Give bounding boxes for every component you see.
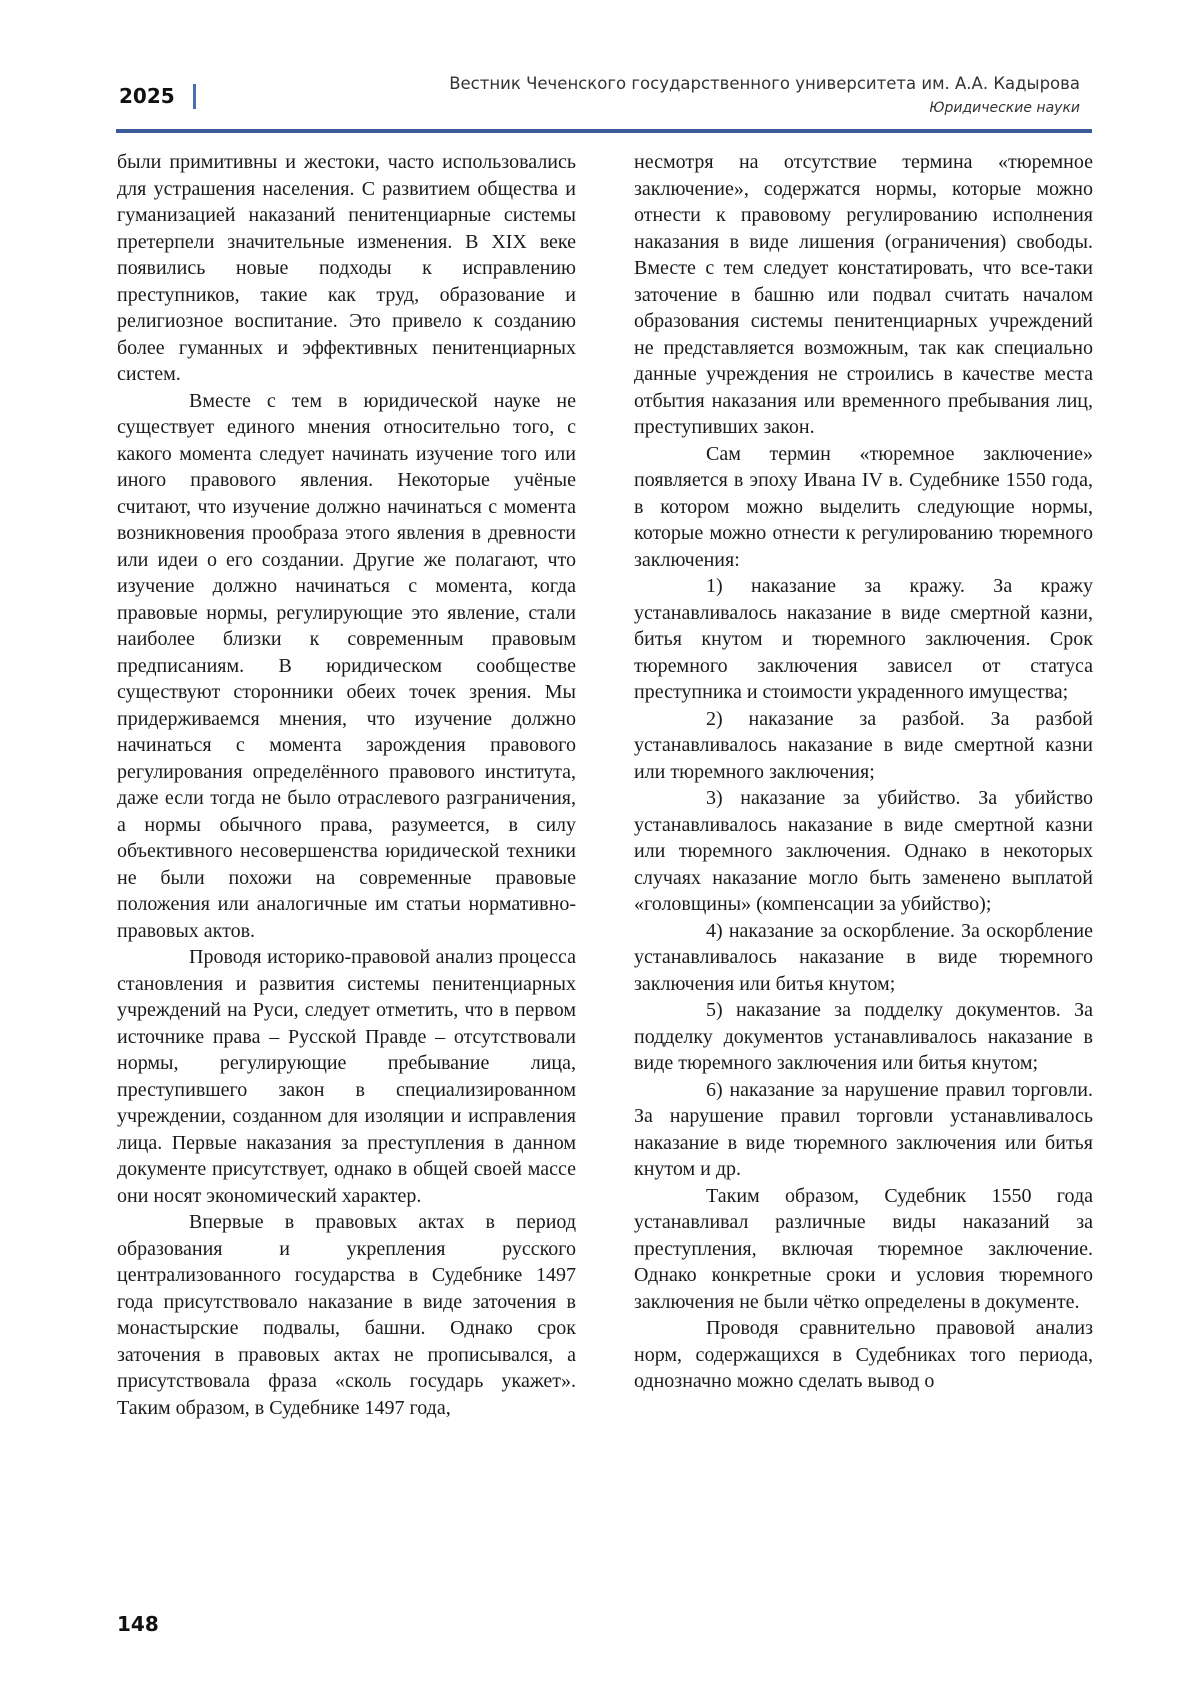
paragraph: Проводя сравнительно правовой анализ норм, содержащихся в Судебниках того периода, однозначно можно сделать вывод о [634, 1317, 1093, 1392]
paragraph: Таким образом, Судебник 1550 года устанавливал различные виды наказаний за преступления, включая тюремное заключение. Однако конкретные сроки и условия тюремного заключения не были чётко определены в документе. [634, 1184, 1093, 1313]
list-item: 6) наказание за нарушение правил торговли. За нарушение правил торговли устанавливалось наказание в виде тюремного заключения или битья кнутом и др. [634, 1078, 1093, 1180]
right-column [634, 149, 1093, 1395]
journal-title: Вестник Чеченского государственного университета им. А.А. Кадырова [449, 74, 1080, 93]
journal-section: Юридические науки [929, 100, 1080, 116]
paragraph: Сам термин «тюремное заключение» появляется в эпоху Ивана IV в. Судебнике 1550 года, в котором можно выделить следующие нормы, которые можно отнести к регулированию тюремного заключения: [634, 442, 1093, 571]
year-separator [193, 84, 196, 109]
list-item: 1) наказание за кражу. За кражу устанавливалось наказание в виде смертной казни, битья кнутом и тюремного заключения. Срок тюремного заключения зависел от статуса преступника и стоимости украденного имущества; [634, 575, 1093, 703]
issue-year: 2025 [119, 84, 175, 108]
header-divider [116, 129, 1092, 133]
list-item: 2) наказание за разбой. За разбой устанавливалось наказание в виде смертной казни или тюремного заключения; [634, 707, 1093, 783]
list-item: 3) наказание за убийство. За убийство устанавливалось наказание в виде смертной казни или тюремного заключения. Однако в некоторых случаях наказание могло быть заменено выплатой «головщины» (компенсации за убийство); [634, 787, 1093, 915]
left-column [117, 149, 576, 1421]
paragraph: несмотря на отсутствие термина «тюремное заключение», содержатся нормы, которые можно отнести к правовому регулированию исполнения наказания в виде лишения (ограничения) свободы. Вместе с тем следует констатировать, что все-таки заточение в башню или подвал считать началом образования системы пенитенциарных учреждений не представляется возможным, так как специально данные учреждения не строились в качестве места отбытия наказания или временного пребывания лиц, преступивших закон. [634, 151, 1093, 438]
list-item: 5) наказание за подделку документов. За подделку документов устанавливалось наказание в виде тюремного заключения или битья кнутом; [634, 999, 1093, 1074]
paragraph: Впервые в правовых актах в период образования и укрепления русского централизованного государства в Судебнике 1497 года присутствовало наказание в виде заточения в монастырские подвалы, башни. Однако срок заточения в правовых актах не прописывался, а присутствовала фраза «сколь государь укажет». Таким образом, в Судебнике 1497 года, [117, 1211, 576, 1419]
paragraph: Проводя историко-правовой анализ процесса становления и развития системы пенитенциарных учреждений на Руси, следует отметить, что в первом источнике права – Русской Правде – отсутствовали нормы, регулирующие пребывание лица, преступившего закон в специализированном учреждении, созданном для изоляции и исправления лица. Первые наказания за преступления в данном документе присутствует, однако в общей своей массе они носят экономический характер. [117, 946, 576, 1207]
paragraph: были примитивны и жестоки, часто использовались для устрашения населения. С развитием общества и гуманизацией наказаний пенитенциарные системы претерпели значительные изменения. В XIX веке появились новые подходы к исправлению преступников, такие как труд, образование и религиозное воспитание. Это привело к созданию более гуманных и эффективных пенитенциарных систем. [117, 151, 576, 385]
page-number: 148 [117, 1612, 159, 1636]
paragraph: Вместе с тем в юридической науке не существует единого мнения относительно того, с какого момента следует начинать изучение того или иного правового явления. Некоторые учёные считают, что изучение должно начинаться с момента возникновения прообраза этого явления в древности или идеи о его создании. Другие же полагают, что изучение должно начинаться с момента, когда правовые нормы, регулирующие это явление, стали наиболее близки к современным правовым предписаниям. В юридическом сообществе существуют сторонники обеих точек зрения. Мы придерживаемся мнения, что изучение должно начинаться с момента зарождения правового регулирования определённого правового института, даже если тогда не было отраслевого разграничения, а нормы обычного права, разумеется, в силу объективного несовершенства юридической техники не были похожи на современные правовые положения или аналогичные им статьи нормативно-правовых актов. [117, 389, 576, 942]
list-item: 4) наказание за оскорбление. За оскорбление устанавливалось наказание в виде тюремного заключения или битья кнутом; [634, 919, 1093, 995]
